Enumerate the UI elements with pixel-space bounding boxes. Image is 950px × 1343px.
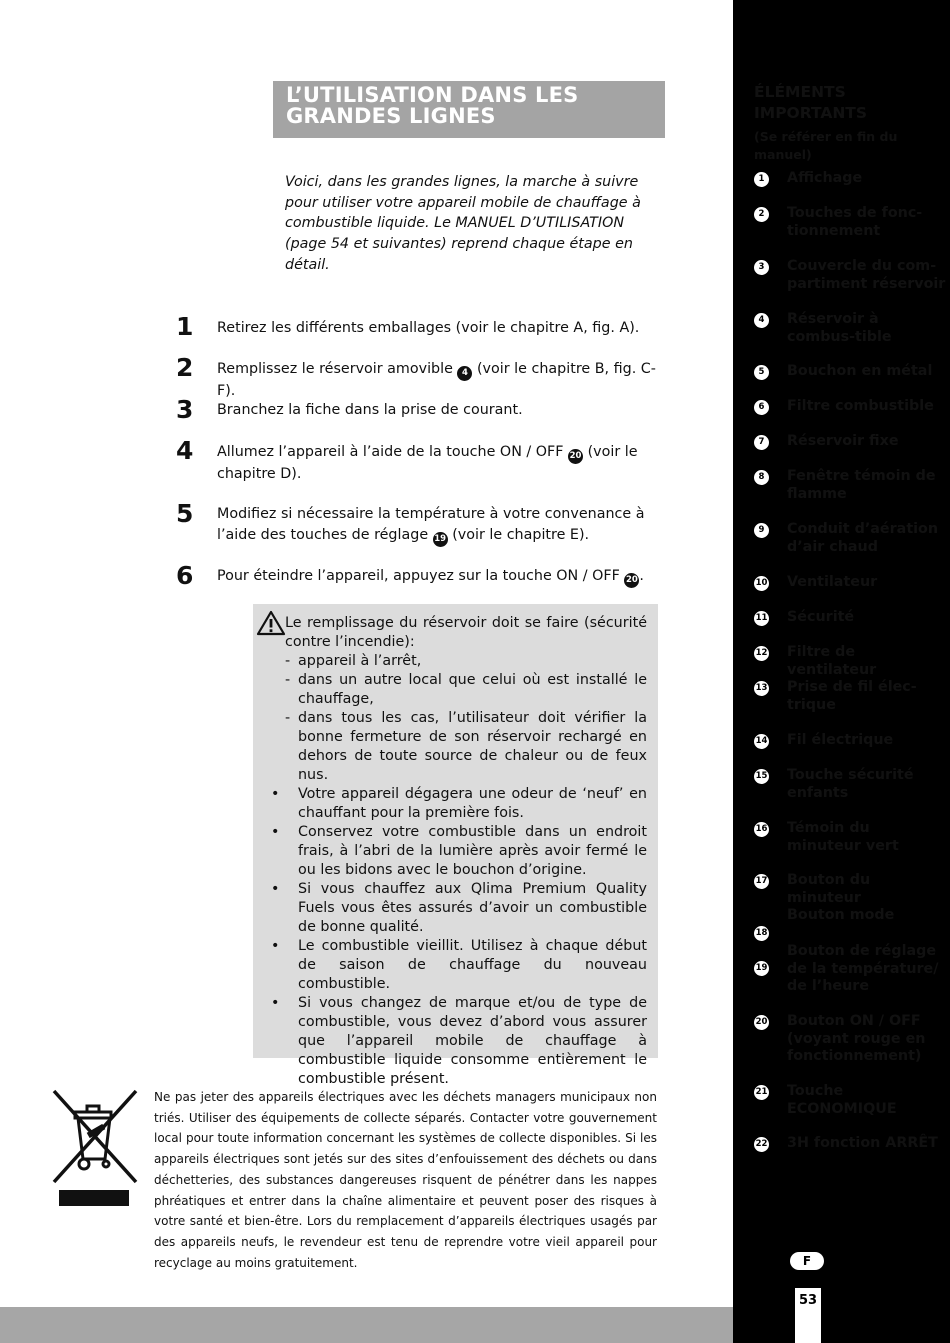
warning-text (285, 614, 647, 1089)
warning-bullet-item: • Conservez votre combustible dans un endroit frais, à l’abri de la lumière après avoir fermé le ou les bidons avec le bouchon d’origine. (285, 823, 647, 880)
page-title-line-1: L’UTILISATION DANS LES (286, 83, 579, 107)
disposal-notice: Ne pas jeter des appareils électriques avec les déchets managers municipaux non triés. Utiliser des équipements de collecte séparés. Contacter votre gouvernement local pour toute information concernant les systèmes de collecte disponibles. Si les appareils électriques sont jetés sur des sites d’enfouissement des déchets ou dans déchetteries, des substances dangereuses risquent de pénétrer dans les nappes phréatiques et entrer dans la chaîne alimentaire et peuvent poser des risques à votre santé et bien-être. Lors du remplacement d’appareils électriques usagés par des appareils neufs, le revendeur est tenu de reprendre votre vieil appareil pour recyclage au moins gratuitement. (154, 1090, 657, 1270)
step-number: 1 (176, 312, 194, 341)
warning-dash-item: - dans un autre local que celui où est installé le chauffage, (285, 671, 647, 709)
warning-triangle-icon (256, 610, 286, 636)
step-number: 6 (176, 561, 194, 590)
warning-intro: Le remplissage du réservoir doit se faire (sécurité contre l’incendie): (285, 615, 647, 650)
part-ref-badge: 19 (433, 532, 448, 547)
warning-bullet-item: • Si vous changez de marque et/ou de type de combustible, vous devez d’abord vous assurer que l’appareil mobile de chauffage à combustible liquide consomme entièrement le combustible présent. (285, 994, 647, 1089)
bottom-gray-band (0, 1307, 733, 1343)
crossed-out-bin-icon (51, 1087, 139, 1209)
step-number: 3 (176, 395, 194, 424)
intro-paragraph: Voici, dans les grandes lignes, la marche à suivre pour utiliser votre appareil mobile de chauffage à combustible liquide. Le MANUEL D’UTILISATION (page 54 et suivantes) reprend chaque étape en détail. (285, 174, 641, 273)
part-ref-badge: 20 (568, 449, 583, 464)
step-text: Pour éteindre l’appareil, appuyez sur la touche ON / OFF 20 . (217, 566, 662, 588)
step-number: 5 (176, 499, 194, 528)
step-text: Modifiez si nécessaire la température à votre convenance à l’aide des touches de réglage 19 (voir le chapitre E). (217, 504, 662, 547)
page-title-box (273, 81, 665, 138)
warning-dash-item: - dans tous les cas, l’utilisateur doit vérifier la bonne fermeture de son réservoir rechargé en dehors de toute source de chaleur ou de feux nus. (285, 709, 647, 785)
warning-bullet-item: • Votre appareil dégagera une odeur de ‘neuf’ en chauffant pour la première fois. (285, 785, 647, 823)
page-title-line-2: GRANDES LIGNES (286, 104, 496, 128)
step-text: Branchez la fiche dans la prise de courant. (217, 402, 523, 418)
step-text: Allumez l’appareil à l’aide de la touche ON / OFF 20 (voir le chapitre D). (217, 444, 638, 482)
part-ref-badge: 4 (457, 366, 472, 381)
sidebar-heading: ÉLÉMENTS IMPORTANTS (Se référer en fin du manuel) (754, 82, 944, 164)
step-number: 2 (176, 353, 194, 382)
warning-bullet-item: • Si vous chauffez aux Qlima Premium Quality Fuels vous êtes assurés d’avoir un combustible de bonne qualité. (285, 880, 647, 937)
warning-box (253, 604, 658, 1087)
step-text: Remplissez le réservoir amovible 4 (voir le chapitre B, fig. C-F). (217, 361, 656, 399)
step-number: 4 (176, 436, 194, 465)
page-number: 53 (795, 1288, 821, 1343)
sidebar-subtitle: (Se référer en fin du manuel) (754, 129, 898, 162)
warning-dash-item: - appareil à l’arrêt, (285, 652, 647, 671)
part-ref-badge: 20 (624, 573, 639, 588)
language-badge: F (790, 1252, 824, 1270)
warning-bullet-item: • Le combustible vieillit. Utilisez à chaque début de saison de chauffage du nouveau combustible. (285, 937, 647, 994)
step-text: Retirez les différents emballages (voir le chapitre A, fig. A). (217, 320, 640, 336)
